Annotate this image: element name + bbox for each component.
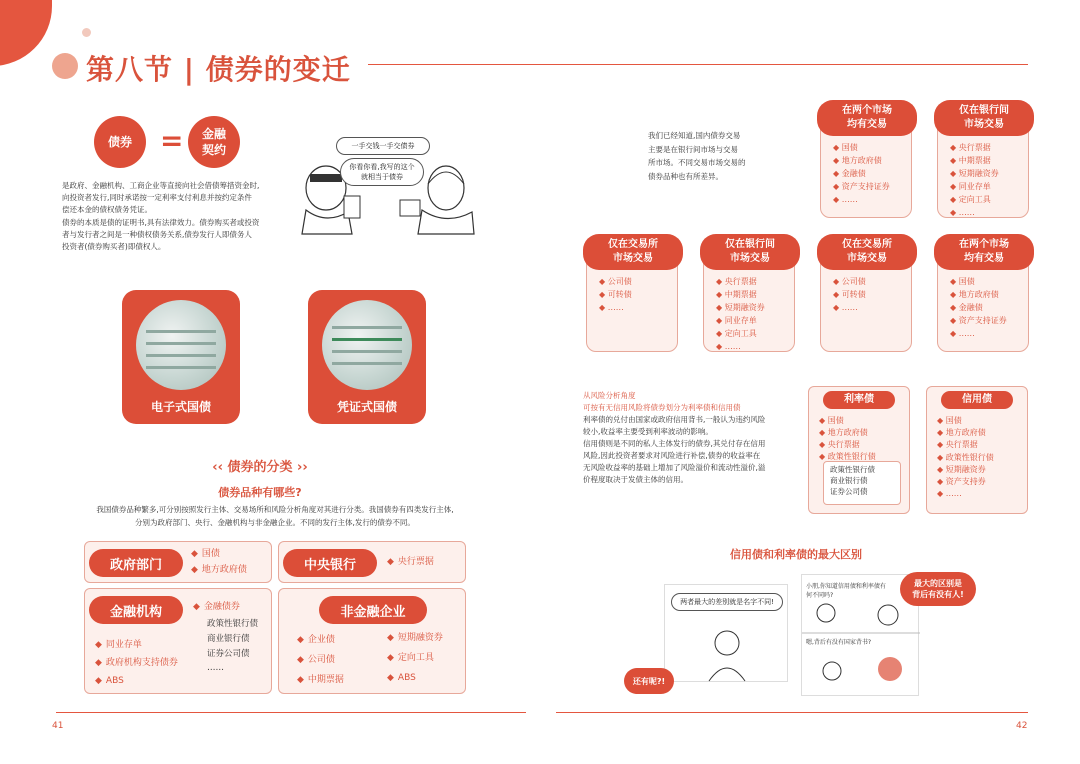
comic-text: 嗯,背后有没有国家背书? xyxy=(806,639,872,646)
non-financial-pill: 非金融企业 xyxy=(319,596,427,624)
category-non-financial xyxy=(278,588,466,694)
category-subitem: …… xyxy=(207,663,224,673)
rate-bond-list: ◆ 政策性银行债 xyxy=(819,452,876,461)
category-item: ◆ 同业存单 xyxy=(95,640,142,650)
callout-line: 最大的区别是 xyxy=(914,579,962,588)
market-card-list: ◆ 央行票据 ◆ 中期票据 ◆ 短期融资券 ◆ 同业存单 ◆ 定向工具 ◆ …… xyxy=(716,277,765,351)
market-card-head: 仅在银行间 市场交易 xyxy=(700,234,800,270)
intro-line: 主要是在银行间市场与交易 xyxy=(648,144,738,154)
category-item: ◆ 地方政府债 xyxy=(191,565,247,575)
finance-contract-circle xyxy=(188,116,240,168)
certificate-bond-photo xyxy=(322,300,412,390)
credit-bond-label: 信用债 xyxy=(941,391,1013,409)
risk-line: 较小,收益率主要受到利率波动的影响。 xyxy=(583,427,713,436)
title-bullet xyxy=(52,53,78,79)
market-card-list: ◆ 国债 ◆ 地方政府债 ◆ 金融债 ◆ 资产支持证券 ◆ …… xyxy=(950,277,1007,338)
market-card-head: 在两个市场 均有交易 xyxy=(817,100,917,136)
electronic-bond-card xyxy=(122,290,240,424)
callout-line: 背后有没有人! xyxy=(912,590,964,599)
electronic-bond-photo xyxy=(136,300,226,390)
title-rule xyxy=(368,64,1028,65)
certificate-bond-card xyxy=(308,290,426,424)
category-item: ◆ 企业债 xyxy=(297,635,335,645)
finance-label: 金融 xyxy=(201,127,226,141)
market-card-head: 仅在银行间 市场交易 xyxy=(934,100,1034,136)
classification-paragraph xyxy=(78,503,472,529)
category-government xyxy=(84,541,272,583)
rate-bond-box xyxy=(808,386,910,514)
credit-bond-box xyxy=(926,386,1028,514)
comic-text: 小朋,你知道信用债和利率债有何不同吗? xyxy=(806,583,886,599)
intro-line: 债券品种也有所差异。 xyxy=(648,171,723,181)
category-subitem: 证券公司债 xyxy=(207,649,250,659)
rate-bond-label: 利率债 xyxy=(823,391,895,409)
category-central-bank xyxy=(278,541,466,583)
intro-line: 偿还本金的债权债务凭证。 xyxy=(62,205,152,215)
market-card-interbank xyxy=(937,102,1029,218)
intro-line: 投资者(债券购买者)即债权人。 xyxy=(62,242,166,252)
category-item: ◆ 政府机构支持债券 xyxy=(95,658,178,668)
category-item: ◆ 短期融资券 xyxy=(387,633,443,643)
electronic-bond-caption: 电子式国债 xyxy=(150,400,211,414)
credit-bond-list: ◆ 国债 ◆ 地方政府债 ◆ 央行票据 ◆ 政策性银行债 ◆ 短期融资券 ◆ 资产支持券 ◆ …… xyxy=(937,416,994,499)
market-card-head: 仅在交易所 市场交易 xyxy=(817,234,917,270)
market-card-exchange xyxy=(820,236,912,352)
central-bank-pill: 中央银行 xyxy=(283,549,377,577)
government-pill: 政府部门 xyxy=(89,549,183,577)
category-item: ◆ 金融债券 xyxy=(193,602,240,612)
intro-line: 者与发行者之间是一种债权债务关系,债券发行人即债务人 xyxy=(62,229,252,239)
market-card-head: 仅在交易所 市场交易 xyxy=(583,234,683,270)
speech-line: 就相当于债券 xyxy=(361,173,403,181)
market-card-list: ◆ 国债 ◆ 地方政府债 ◆ 金融债 ◆ 资产支持证券 ◆ …… xyxy=(833,143,890,204)
market-intro xyxy=(648,129,746,183)
intro-line: 是政府、金融机构、工商企业等直接向社会借债筹措资金时, xyxy=(62,181,260,190)
intro-line: 债券的本质是债的证明书,具有法律效力。债券购买者或投资 xyxy=(62,217,260,227)
callout-more: 还有呢?! xyxy=(624,668,674,694)
corner-decoration xyxy=(0,0,52,66)
market-card-both xyxy=(820,102,912,218)
comic-speech: 两者最大的差别就是名字不同! xyxy=(671,593,783,611)
difference-heading: 信用债和利率债的最大区别 xyxy=(730,548,862,561)
market-card-list: ◆ 央行票据 ◆ 中期票据 ◆ 短期融资券 ◆ 同业存单 ◆ 定向工具 ◆ …… xyxy=(950,143,999,217)
bond-definition xyxy=(62,180,272,253)
footer-rule-right xyxy=(556,712,1028,713)
category-item: ◆ ABS xyxy=(95,676,124,686)
risk-line: 利率债的兑付由国家或政府信用背书,一般认为违约风险 xyxy=(583,415,766,424)
risk-line: 无风险收益率的基础上增加了风险溢价和流动性溢价,溢 xyxy=(583,463,766,472)
page-number-right: 42 xyxy=(1016,721,1028,731)
cartoon-speech-main xyxy=(340,158,424,186)
intro-line: 向投资者发行,同时承诺按一定利率支付利息并按约定条件 xyxy=(62,193,252,203)
risk-line: 信用债则是不同的私人主体发行的债券,其兑付存在信用 xyxy=(583,439,766,448)
market-card-interbank xyxy=(703,236,795,352)
page-number-left: 41 xyxy=(52,721,64,731)
cartoon-speech-top: 一手交钱一手交债券 xyxy=(336,137,430,155)
category-subitem: 商业银行债 xyxy=(207,634,250,644)
category-item: ◆ 中期票据 xyxy=(297,675,344,685)
market-card-list: ◆ 公司债 ◆ 可转债 ◆ …… xyxy=(833,277,866,312)
financial-institutions-pill: 金融机构 xyxy=(89,596,183,624)
classification-question: 债券品种有哪些? xyxy=(218,486,302,499)
market-card-exchange xyxy=(586,236,678,352)
class-para-line: 我国债券品种繁多,可分别按照发行主体、交易场所和风险分析角度对其进行分类。我国债券有四类发行主体, xyxy=(96,505,454,514)
category-item: ◆ 国债 xyxy=(191,549,220,559)
page-title: 第八节 | 债券的变迁 xyxy=(86,53,351,86)
certificate-bond-caption: 凭证式国债 xyxy=(336,400,397,414)
category-financial-institutions xyxy=(84,588,272,694)
contract-label: 契约 xyxy=(201,143,226,157)
callout-answer xyxy=(900,572,976,606)
bond-label: 债券 xyxy=(107,135,132,149)
footer-rule-left xyxy=(56,712,526,713)
category-item: ◆ 公司债 xyxy=(297,655,335,665)
intro-line: 我们已经知道,国内债券交易 xyxy=(648,131,741,140)
risk-line: 风险,因此投资者要求对风险进行补偿,债券的收益率在 xyxy=(583,451,761,460)
bond-circle xyxy=(94,116,146,168)
market-card-head: 在两个市场 均有交易 xyxy=(934,234,1034,270)
risk-subheading: 可按有无信用风险将债券划分为利率债和信用债 xyxy=(583,403,741,412)
category-item: ◆ 央行票据 xyxy=(387,557,434,567)
decoration-dot xyxy=(82,28,91,37)
rate-bond-list: ◆ 国债 ◆ 地方政府债 ◆ 央行票据 xyxy=(819,416,868,450)
category-item: ◆ 定向工具 xyxy=(387,653,434,663)
market-card-both xyxy=(937,236,1029,352)
category-item: ◆ ABS xyxy=(387,673,416,683)
speech-line: 你看你看,我写的这个 xyxy=(349,163,415,171)
market-card-list: ◆ 公司债 ◆ 可转债 ◆ …… xyxy=(599,277,632,312)
rate-bond-subbox: 政策性银行债 商业银行债 证券公司债 xyxy=(823,461,901,505)
risk-heading: 从风险分析角度 xyxy=(583,391,636,400)
intro-line: 所市场。不同交易市场交易的 xyxy=(648,158,746,167)
classification-heading: ‹‹ 债券的分类 ›› xyxy=(212,460,308,475)
equals-sign: = xyxy=(160,124,184,157)
class-para-line: 分别为政府部门、央行、金融机构与非金融企业。不同的发行主体,发行的债券不同。 xyxy=(135,518,415,527)
category-subitem: 政策性银行债 xyxy=(207,619,259,629)
risk-paragraph xyxy=(583,390,795,486)
comic-panel-left xyxy=(664,584,788,682)
risk-line: 价程度取决于发债主体的信用。 xyxy=(583,475,688,484)
